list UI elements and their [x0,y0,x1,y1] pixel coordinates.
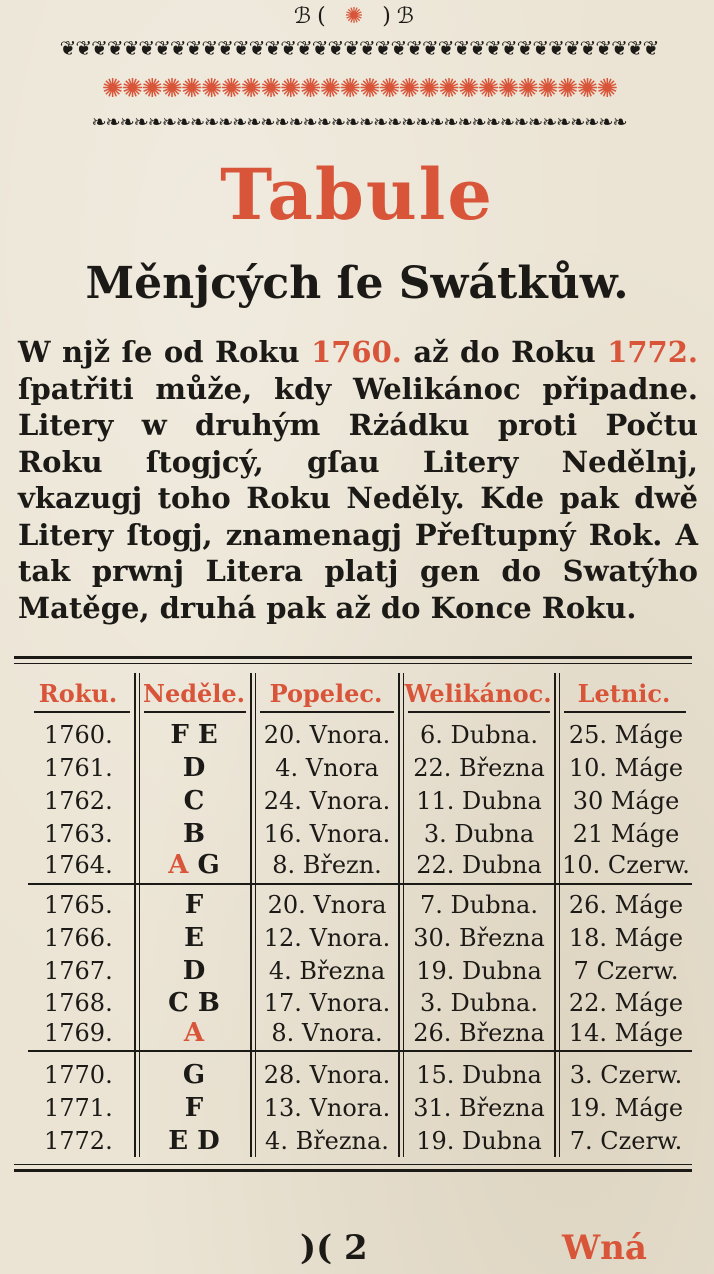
cell-sunday-letter [138,1092,250,1125]
table-rule-top [14,663,692,664]
cell-letnic: 25. Máge [568,721,684,749]
intro-text-3: ſpatřiti může, kdy Welikánoc připadne. Litery w druhým Rżádku proti Počtu Roku ſtogjcý, gſau Litery Nedělnj, vkazugj toho Roku Neděly. Kde pak dwě Litery ſtogj, znamenagj Přeſtupný Rok. A tak prwnj Litera platj gen do Swatýho Matěge, druhá pak až do Konce Roku. [18,371,698,625]
cell-welikanoc: 3. Dubna. [420,989,538,1017]
intro-text-2: až do Roku [401,335,608,369]
cell-popelec: 24. Vnora. [263,787,391,815]
sunday-letter: C B [168,988,220,1018]
cell-letnic: 19. Máge [568,1094,684,1122]
feast-table [14,656,692,1172]
cell-popelec: 16. Vnora. [263,820,391,848]
cell-year: 1763. [44,820,113,848]
cell-year: 1769. [44,1019,113,1047]
table-rule-bottom [14,1164,692,1165]
cell-letnic: 30 Máge [572,787,680,815]
cell-welikanoc: 11. Dubna [416,787,542,815]
cell-year: 1772. [44,1127,113,1155]
sunday-letter: F [184,1093,204,1123]
cell-year: 1764. [44,851,113,879]
cell-welikanoc: 7. Dubna. [420,891,538,919]
signature-mark: )( 2 [300,1228,368,1268]
sunday-letter: C [183,786,205,816]
cell-popelec: 20. Vnora. [263,721,391,749]
cell-popelec: 12. Vnora. [263,924,391,952]
sunday-letter-red: A [183,1018,205,1048]
cell-year: 1761. [44,754,113,782]
cell-welikanoc: 3. Dubna [423,820,535,848]
intro-paragraph [18,334,698,626]
ornament-border-bottom: ❧❧❧❧❧❧❧❧❧❧❧❧❧❧❧❧❧❧❧❧❧❧❧❧❧❧❧❧❧❧❧❧❧❧❧❧❧❧ [91,112,627,133]
header-letnic: Letnic. [577,679,671,708]
cell-sunday-letter [138,1059,250,1092]
table-row [14,719,692,752]
cell-sunday-letter [138,1017,250,1050]
header-underline [260,711,394,713]
cell-sunday-letter [138,818,250,851]
cell-year: 1765. [44,891,113,919]
header-underline [144,711,246,713]
cell-sunday-letter [138,752,250,785]
table-row [14,849,692,882]
cell-year: 1762. [44,787,113,815]
cell-welikanoc: 15. Dubna [416,1061,542,1089]
header-underline [564,711,686,713]
cell-popelec: 4. Vnora [275,754,379,782]
header-popelec: Popelec. [269,679,383,708]
sunday-letter: F E [170,720,218,750]
ornament-border-top: ❦❦❦❦❦❦❦❦❦❦❦❦❦❦❦❦❦❦❦❦❦❦❦❦❦❦❦❦❦❦❦❦❦❦❦❦❦❦ [59,36,659,60]
header-underline [34,711,130,713]
intro-year-from: 1760. [311,335,402,369]
cell-sunday-letter [138,719,250,752]
cell-year: 1766. [44,924,113,952]
cell-welikanoc: 6. Dubna. [420,721,538,749]
cell-welikanoc: 22. Března [413,754,545,782]
table-row [14,1092,692,1125]
header-mark-left: ℬ( [293,4,332,29]
cell-welikanoc: 30. Března [413,924,545,952]
ornament-border-red: ✺✺✺✺✺✺✺✺✺✺✺✺✺✺✺✺✺✺✺✺✺✺✺✺✺✺ [101,74,617,104]
cell-letnic: 7 Czerw. [573,957,679,985]
cell-letnic: 26. Máge [568,891,684,919]
cell-popelec: 13. Vnora. [263,1094,391,1122]
intro-year-to: 1772. [607,335,699,369]
cell-popelec: 8. Březn. [272,851,382,879]
cell-sunday-letter [138,849,250,882]
table-row [14,922,692,955]
header-underline [408,711,550,713]
group-separator [28,1050,692,1052]
cell-letnic: 14. Máge [568,1019,684,1047]
group-separator [28,883,692,885]
table-row [14,955,692,988]
sunday-letter-red: A [168,850,198,880]
cell-welikanoc: 26. Března [413,1019,545,1047]
cell-letnic: 10. Czerw. [562,851,690,879]
cell-sunday-letter [138,889,250,922]
cell-welikanoc: 19. Dubna [416,957,542,985]
page-subtitle: Měnjcých ſe Swátkůw. [85,258,629,309]
cell-year: 1768. [44,989,113,1017]
cell-sunday-letter [138,955,250,988]
rose-icon: ✺ [344,4,370,29]
catchword: Wná [562,1228,647,1268]
table-row [14,785,692,818]
table-row [14,1059,692,1092]
cell-year: 1770. [44,1061,113,1089]
cell-popelec: 20. Vnora [267,891,387,919]
table-row [14,889,692,922]
table-row [14,818,692,851]
sunday-letter: D [182,753,206,783]
cell-popelec: 8. Vnora. [271,1019,383,1047]
table-row [14,1125,692,1158]
cell-welikanoc: 22. Dubna [416,851,542,879]
header-nedele: Neděle. [143,679,245,708]
sunday-letter: G [182,1060,206,1090]
sunday-letter: E [184,923,204,953]
header-mark-right: )ℬ [382,4,421,29]
cell-year: 1760. [44,721,113,749]
table-row [14,987,692,1020]
page-title: Tabule [220,153,494,236]
table-row [14,752,692,785]
table-header-row [14,677,692,711]
sunday-letter: E D [168,1126,220,1156]
cell-sunday-letter [138,987,250,1020]
cell-sunday-letter [138,922,250,955]
sunday-letter: D [182,956,206,986]
cell-popelec: 17. Vnora. [263,989,391,1017]
sunday-letter: B [183,819,205,849]
sunday-letter: G [197,850,220,880]
header-ornament [0,4,714,29]
cell-sunday-letter [138,1125,250,1158]
cell-welikanoc: 19. Dubna [416,1127,542,1155]
cell-welikanoc: 31. Března [413,1094,545,1122]
cell-popelec: 28. Vnora. [263,1061,391,1089]
cell-popelec: 4. Března. [265,1127,389,1155]
cell-year: 1771. [44,1094,113,1122]
header-welikanoc: Welikánoc. [404,679,552,708]
cell-letnic: 7. Czerw. [569,1127,683,1155]
table-row [14,1017,692,1050]
intro-text-1: W njž ſe od Roku [18,335,312,369]
sunday-letter: F [184,890,204,920]
cell-sunday-letter [138,785,250,818]
cell-popelec: 4. Března [268,957,386,985]
cell-letnic: 3. Czerw. [569,1061,683,1089]
cell-letnic: 10. Máge [568,754,684,782]
cell-letnic: 21 Máge [572,820,680,848]
header-roku: Roku. [38,679,118,708]
cell-year: 1767. [44,957,113,985]
cell-letnic: 22. Máge [568,989,684,1017]
cell-letnic: 18. Máge [568,924,684,952]
